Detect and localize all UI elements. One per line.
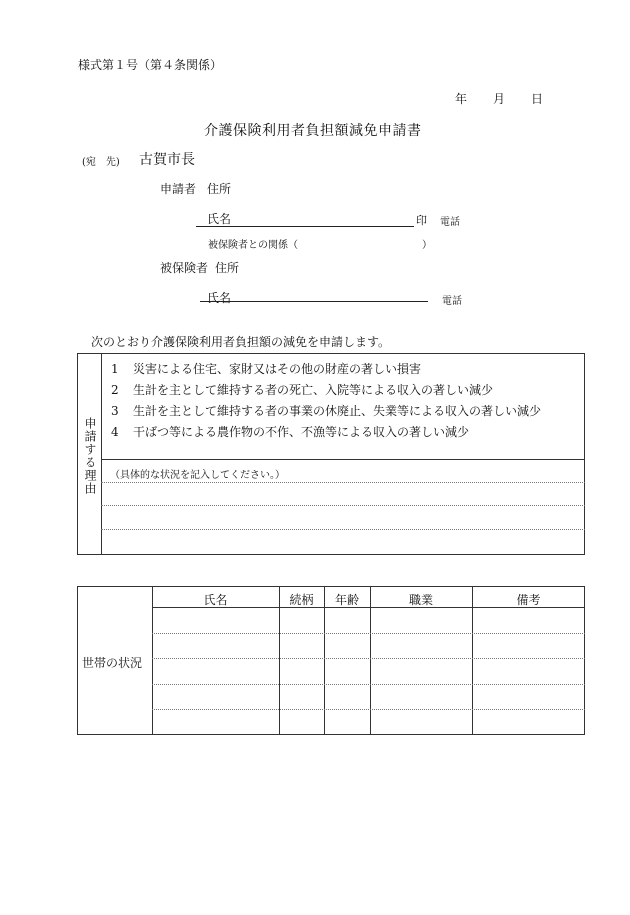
name-cells[interactable] xyxy=(153,608,279,734)
reason-item-3[interactable] xyxy=(111,402,541,419)
reason-text: 生計を主として維持する者の事業の休廃止、失業等による収入の著しい減少 xyxy=(133,404,542,418)
column-header-name: 氏名 xyxy=(203,593,228,607)
seal-mark: 印 xyxy=(416,214,427,227)
addressee-prefix: (宛 先) xyxy=(82,157,120,168)
insured-name-underline[interactable] xyxy=(200,301,428,302)
reason-item-4[interactable] xyxy=(111,423,469,440)
addressee-name: 古賀市長 xyxy=(139,152,195,168)
age-cells[interactable] xyxy=(325,608,370,734)
reason-number: 3 xyxy=(111,404,119,418)
insured-name-label: 氏名 xyxy=(207,291,232,305)
form-number: 様式第１号（第４条関係） xyxy=(78,58,223,72)
date-month-label: 月 xyxy=(493,92,506,106)
reason-text: 干ばつ等による農作物の不作、不漁等による収入の著しい減少 xyxy=(133,425,470,439)
reason-item-1[interactable] xyxy=(111,360,421,377)
column-header-remarks: 備考 xyxy=(516,593,541,607)
applicant-name-underline[interactable] xyxy=(196,226,414,227)
relationship-cells[interactable] xyxy=(280,608,324,734)
details-note: （具体的な状況を記入してください。） xyxy=(110,470,285,481)
reason-number: 1 xyxy=(111,362,119,376)
details-line[interactable] xyxy=(101,505,585,506)
applicant-label: 申請者 xyxy=(160,182,197,196)
reasons-details-separator xyxy=(101,459,585,460)
reasons-side-label: 申請する理由 xyxy=(83,417,97,495)
column-header-relationship: 続柄 xyxy=(289,593,314,607)
reason-text: 生計を主として維持する者の死亡、入院等による収入の著しい減少 xyxy=(133,383,494,397)
reason-number: 2 xyxy=(111,383,119,397)
applicant-phone-label: 電話 xyxy=(440,217,460,228)
reason-item-2[interactable] xyxy=(111,381,493,398)
remarks-cells[interactable] xyxy=(473,608,584,734)
occupation-cells[interactable] xyxy=(371,608,472,734)
date-day-label: 日 xyxy=(531,92,544,106)
household-side-label: 世帯の状況 xyxy=(82,656,143,670)
insured-address-label: 住所 xyxy=(215,261,240,275)
details-line[interactable] xyxy=(101,529,585,530)
column-header-age: 年齢 xyxy=(334,593,359,607)
reason-text: 災害による住宅、家財又はその他の財産の著しい損害 xyxy=(133,362,422,376)
intro-text: 次のとおり介護保険利用者負担額の減免を申請します。 xyxy=(91,335,391,349)
relation-close: ） xyxy=(422,240,432,251)
date-year-label: 年 xyxy=(455,92,468,106)
reason-number: 4 xyxy=(111,425,119,439)
applicant-name-label: 氏名 xyxy=(207,212,232,226)
relation-label: 被保険者との関係（ xyxy=(208,240,298,251)
details-line[interactable] xyxy=(101,482,585,483)
reasons-divider xyxy=(101,353,102,555)
insured-label: 被保険者 xyxy=(160,261,209,275)
insured-phone-label: 電話 xyxy=(442,296,462,307)
page-title: 介護保険利用者負担額減免申請書 xyxy=(204,123,422,139)
applicant-address-label: 住所 xyxy=(207,182,232,196)
column-header-occupation: 職業 xyxy=(408,593,433,607)
